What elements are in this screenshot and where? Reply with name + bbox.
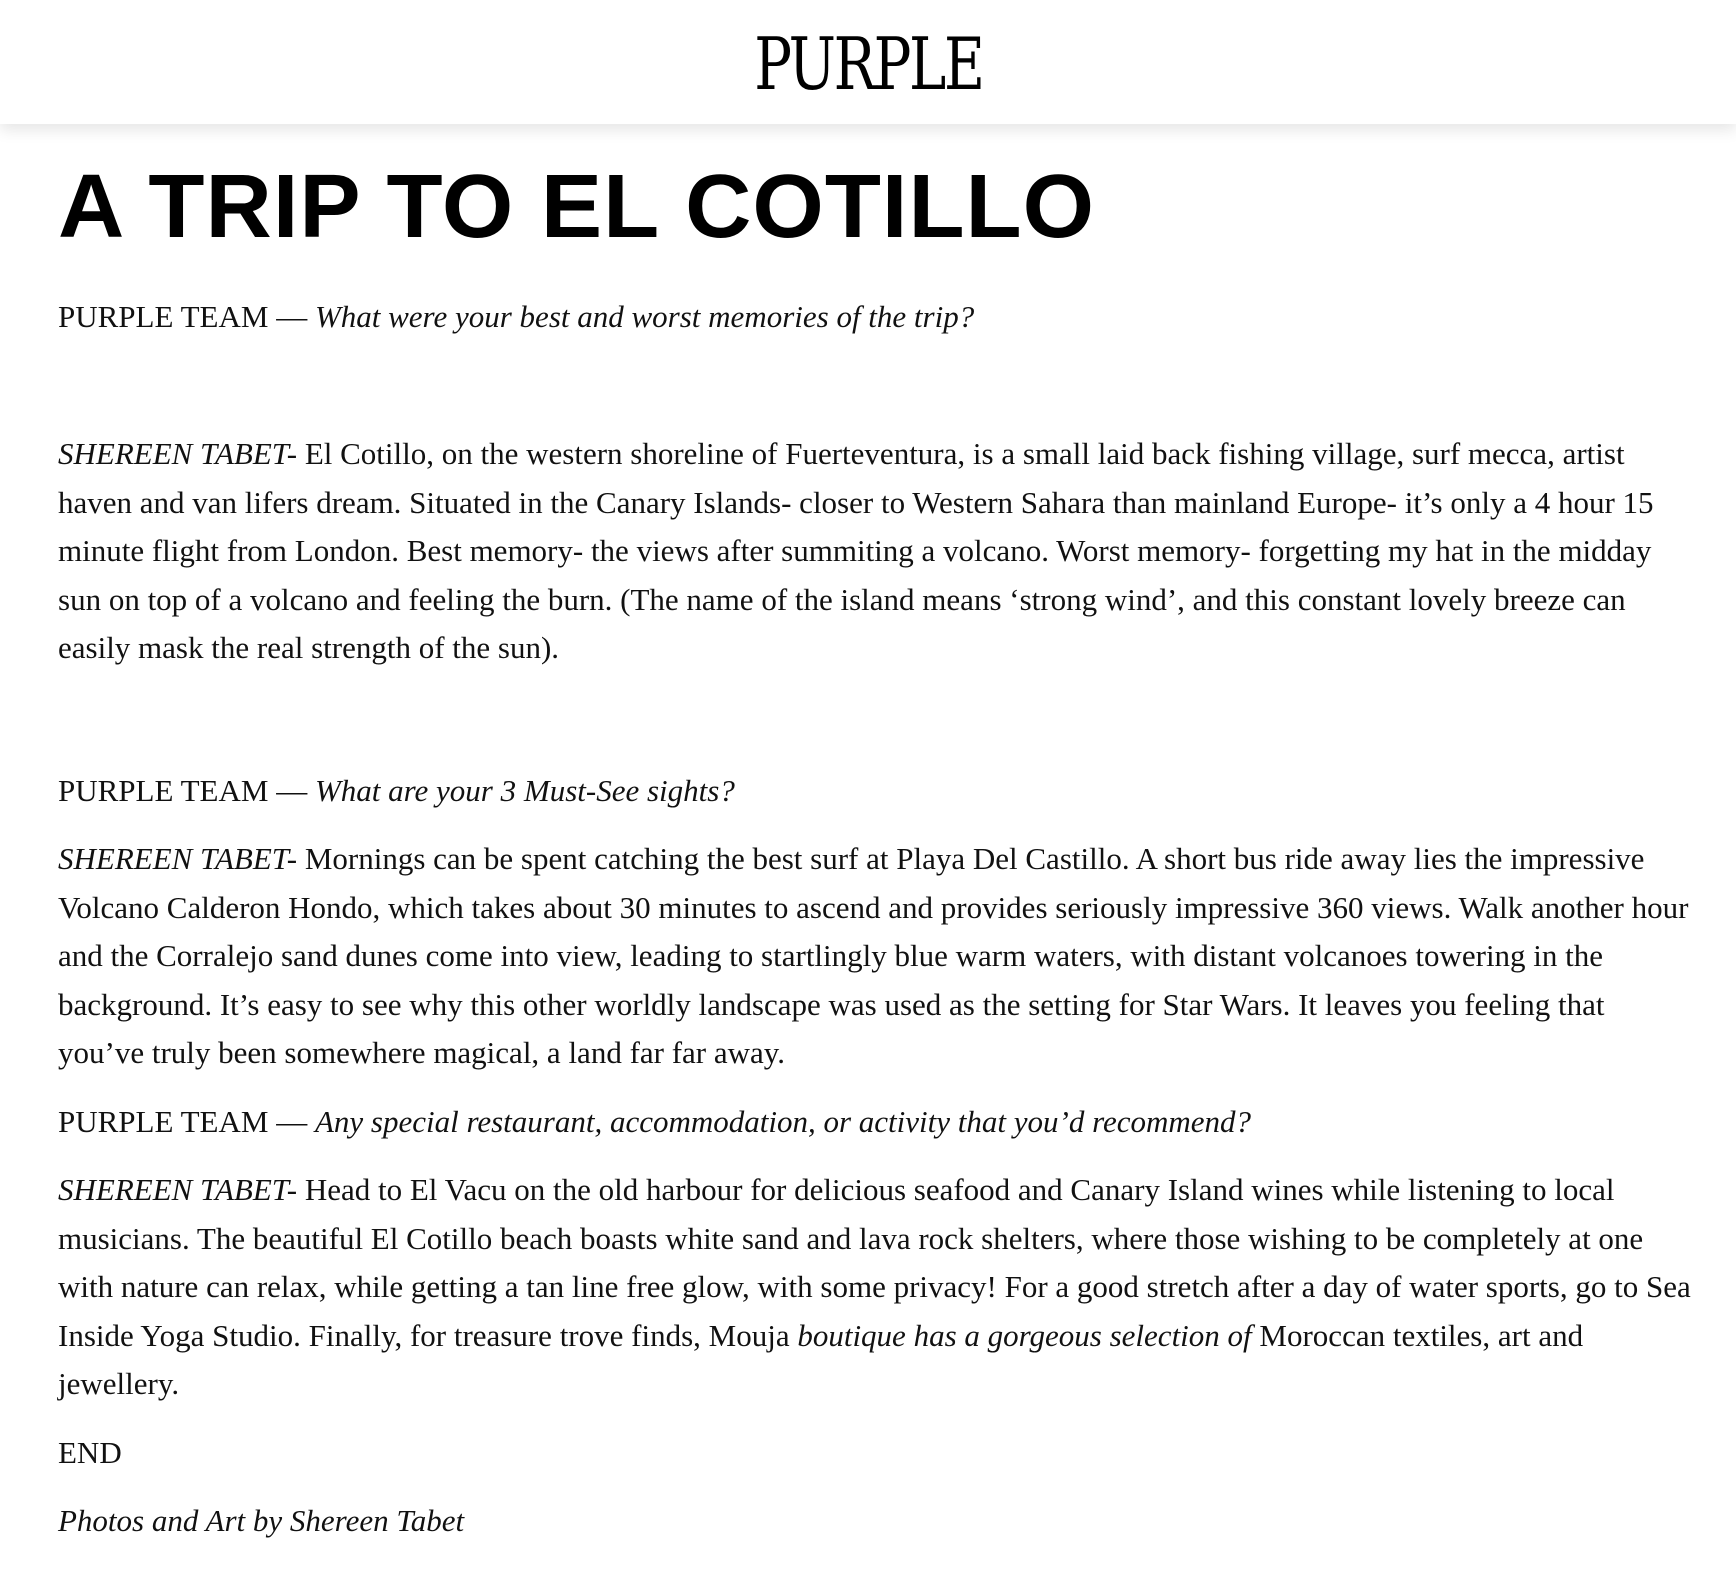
answer-1 — [58, 430, 1698, 673]
dash: — — [268, 1103, 315, 1139]
site-logo[interactable]: PURPLE — [753, 22, 983, 106]
end-marker: END — [58, 1434, 122, 1470]
answer-text: Head to El Vacu on the old harbour for delicious seafood and Canary Island wines while listening to local musicians. The beautiful El Cotillo beach boasts white sand and lava rock shelters, where those wishing to be completely at one with nature can relax, while getting a tan line free glow, with some privacy! For a good stretch after a day of water sports, go to Sea Inside Yoga Studio. Finally, for treasure trove finds, Mouja — [58, 1172, 1691, 1353]
answer-3 — [58, 1166, 1698, 1409]
article-title: A TRIP TO EL COTILLO — [58, 157, 1096, 257]
question-2 — [58, 767, 1698, 816]
question-3 — [58, 1098, 1698, 1147]
dash: — — [268, 298, 315, 334]
interviewee-label: SHEREEN TABET- — [58, 436, 298, 471]
dash: — — [268, 772, 315, 808]
question-text: What are your 3 Must-See sights? — [314, 772, 735, 808]
interviewer-label: PURPLE TEAM — [58, 298, 269, 334]
question-text: What were your best and worst memories of the trip? — [314, 298, 975, 334]
answer-2 — [58, 835, 1698, 1078]
answer-italic-text: boutique has a gorgeous selection of — [797, 1317, 1252, 1353]
answer-text: El Cotillo, on the western shoreline of Fuerteventura, is a small laid back fishing village, surf mecca, artist haven and van lifers dream. Situated in the Canary Islands- closer to Western Sahara than mainland Europe- it’s only a 4 hour 15 minute flight from London. Best memory- the views after summiting a volcano. Worst memory- forgetting my hat in the midday sun on top of a volcano and feeling the burn. (The name of the island means ‘strong wind’, and this constant lovely breeze can easily mask the real strength of the sun). — [58, 436, 1654, 665]
photo-credit: Photos and Art by Shereen Tabet — [58, 1503, 465, 1538]
interviewer-label: PURPLE TEAM — [58, 1103, 269, 1139]
interviewee-label: SHEREEN TABET- — [58, 841, 298, 876]
interviewee-label: SHEREEN TABET- — [58, 1172, 298, 1207]
answer-text-end: Moroccan textiles, art and jewellery. — [58, 1317, 1584, 1401]
answer-text: Mornings can be spent catching the best surf at Playa Del Castillo. A short bus ride away lies the impressive Volcano Calderon Hondo, which takes about 30 minutes to ascend and provides seriously impressive 360 views. Walk another hour and the Corralejo sand dunes come into view, leading to startlingly blue warm waters, with distant volcanoes towering in the background. It’s easy to see why this other worldly landscape was used as the setting for Star Wars. It leaves you feeling that you’ve truly been somewhere magical, a land far far away. — [58, 841, 1689, 1070]
article-body — [58, 124, 1698, 1546]
site-header — [0, 0, 1736, 124]
interviewer-label: PURPLE TEAM — [58, 772, 269, 808]
question-1 — [58, 293, 1698, 342]
question-text: Any special restaurant, accommodation, or activity that you’d recommend? — [314, 1103, 1252, 1139]
